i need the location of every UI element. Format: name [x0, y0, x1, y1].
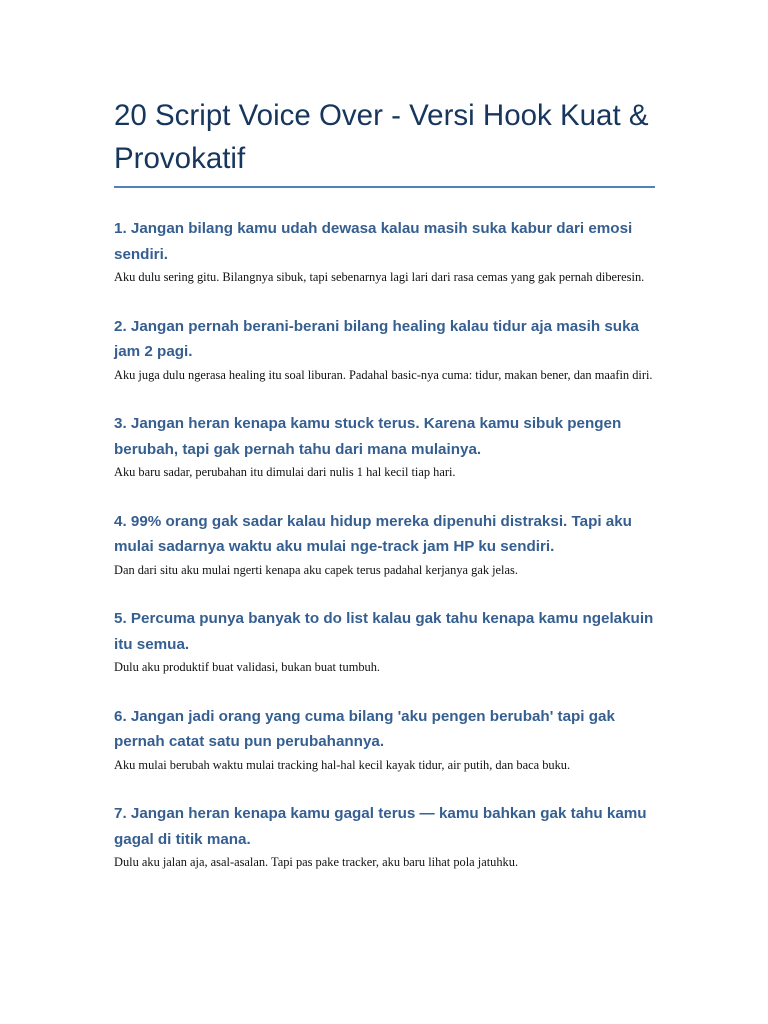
script-body: Dulu aku produktif buat validasi, bukan buat tumbuh.: [114, 660, 381, 674]
script-body: Aku dulu sering gitu. Bilangnya sibuk, tapi sebenarnya lagi lari dari rasa cemas yang gak pernah diberesin.: [114, 270, 645, 284]
script-item-3: [114, 411, 655, 483]
script-body: Aku juga dulu ngerasa healing itu soal liburan. Padahal basic-nya cuma: tidur, makan bener, dan maafin diri.: [114, 367, 653, 382]
script-body: Aku mulai berubah waktu mulai tracking hal-hal kecil kayak tidur, air putih, dan baca buku.: [114, 757, 571, 772]
script-heading: 5. Percuma punya banyak to do list kalau gak tahu kenapa kamu ngelakuin itu semua.: [114, 610, 654, 653]
script-item-6: [114, 704, 655, 776]
document-title: 20 Script Voice Over - Versi Hook Kuat & Provokatif: [114, 99, 649, 175]
script-heading: 2. Jangan pernah berani-berani bilang healing kalau tidur aja masih suka jam 2 pagi.: [114, 317, 639, 360]
title-divider: [114, 186, 655, 188]
script-heading: 3. Jangan heran kenapa kamu stuck terus. Karena kamu sibuk pengen berubah, tapi gak pernah tahu dari mana mulainya.: [114, 415, 622, 458]
script-item-2: [114, 314, 655, 386]
script-heading: 7. Jangan heran kenapa kamu gagal terus — kamu bahkan gak tahu kamu gagal di titik mana.: [114, 805, 647, 848]
script-item-5: [114, 606, 655, 678]
document-page: [114, 94, 655, 899]
script-item-1: [114, 216, 655, 288]
script-item-4: [114, 509, 655, 581]
script-item-7: [114, 801, 655, 873]
script-body: Dulu aku jalan aja, asal-asalan. Tapi pas pake tracker, aku baru lihat pola jatuhku.: [114, 855, 519, 869]
script-heading: 1. Jangan bilang kamu udah dewasa kalau masih suka kabur dari emosi sendiri.: [114, 220, 633, 263]
script-heading: 6. Jangan jadi orang yang cuma bilang 'aku pengen berubah' tapi gak pernah catat satu pun perubahannya.: [114, 707, 615, 750]
script-body: Aku baru sadar, perubahan itu dimulai dari nulis 1 hal kecil tiap hari.: [114, 465, 456, 479]
script-body: Dan dari situ aku mulai ngerti kenapa aku capek terus padahal kerjanya gak jelas.: [114, 562, 518, 577]
script-heading: 4. 99% orang gak sadar kalau hidup mereka dipenuhi distraksi. Tapi aku mulai sadarnya waktu aku mulai nge-track jam HP ku sendiri.: [114, 512, 632, 555]
